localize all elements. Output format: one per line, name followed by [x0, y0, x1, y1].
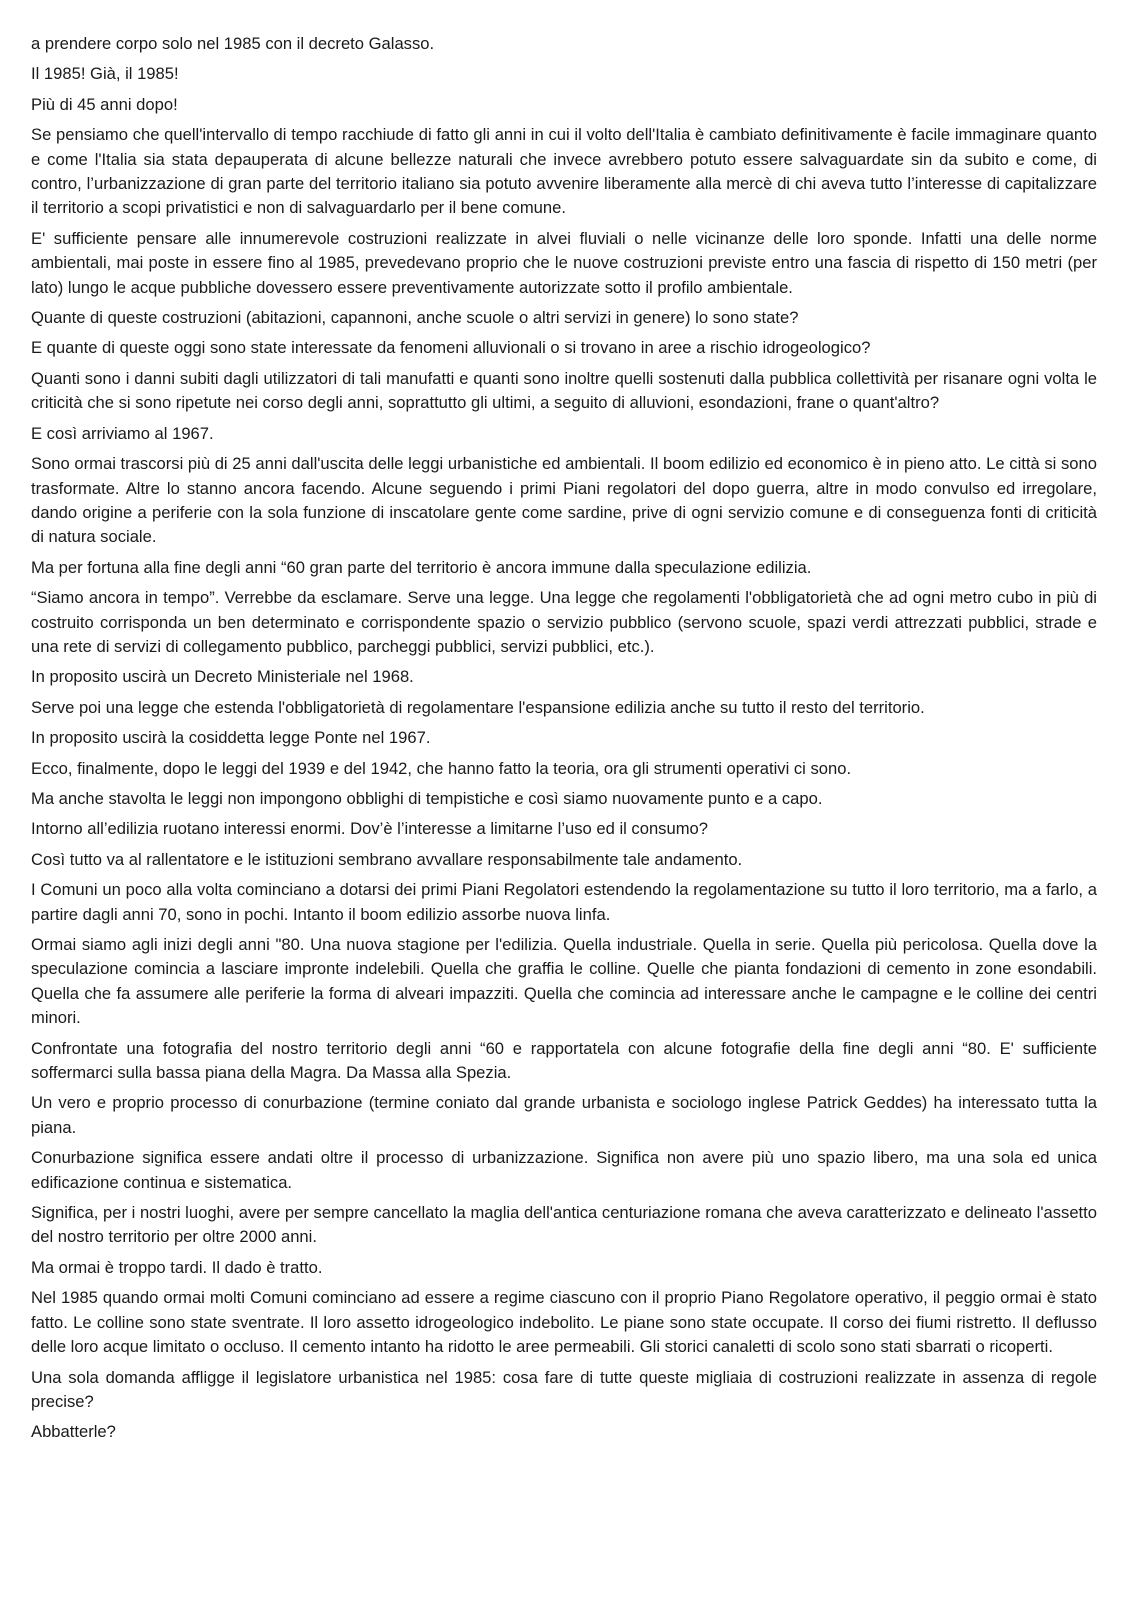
paragraph: In proposito uscirà la cosiddetta legge Ponte nel 1967. [31, 728, 431, 748]
paragraph: I Comuni un poco alla volta cominciano a dotarsi dei primi Piani Regolatori estendendo la regolamentazione su tutto il loro territorio, ma a farlo, a partire dagli anni 70, sono in pochi. Intanto il boom edilizio assorbe nuova linfa. [31, 880, 1097, 924]
paragraph: Quanti sono i danni subiti dagli utilizzatori di tali manufatti e quanti sono inoltre quelli sostenuti dalla pubblica collettività per risanare ogni volta le criticità che si sono ripetute nei corso degli anni, soprattutto gli ultimi, a seguito di alluvioni, esondazioni, frane o quant'altro? [31, 368, 1097, 413]
paragraph: In proposito uscirà un Decreto Ministeriale nel 1968. [31, 667, 414, 687]
paragraph: Quante di queste costruzioni (abitazioni, capannoni, anche scuole o altri servizi in genere) lo sono state? [31, 308, 799, 328]
paragraph: Ma per fortuna alla fine degli anni “60 gran parte del territorio è ancora immune dalla speculazione edilizia. [31, 557, 812, 577]
paragraph: Nel 1985 quando ormai molti Comuni cominciano ad essere a regime ciascuno con il proprio Piano Regolatore operativo, il peggio ormai è stato fatto. Le colline sono state sventrate. Il loro assetto idrogeologico indebolito. Le piane sono state occupate. Il corso dei fiumi ristretto. Il deflusso delle loro acque limitato o occluso. Il cemento intanto ha ridotto le aree permeabili. Gli storici canaletti di scolo sono stati sbarrati o ricoperti. [31, 1288, 1097, 1357]
paragraph: a prendere corpo solo nel 1985 con il decreto Galasso. [31, 34, 435, 53]
paragraph: Ecco, finalmente, dopo le leggi del 1939 e del 1942, che hanno fatto la teoria, ora gli strumenti operativi ci sono. [31, 758, 852, 778]
paragraph: Ma anche stavolta le leggi non impongono obblighi di tempistiche e così siamo nuovamente punto e a capo. [31, 788, 823, 808]
paragraph: Sono ormai trascorsi più di 25 anni dall'uscita delle leggi urbanistiche ed ambientali. Il boom edilizio ed economico è in pieno atto. Le città si sono trasformate. Altre lo stanno ancora facendo. Alcune seguendo i primi Piani regolatori del dopo guerra, altre in modo convulso ed irregolare, dando origine a periferie con la sola funzione di inscatolare gente come sardine, prive di ogni servizio comune e di conseguenza fonti di criticità di natura sociale. [31, 454, 1097, 547]
paragraph: Confrontate una fotografia del nostro territorio degli anni “60 e rapportatela con alcune fotografie della fine degli anni “80. E' sufficiente soffermarci sulla bassa piana della Magra. Da Massa alla Spezia. [31, 1038, 1097, 1083]
paragraph: Più di 45 anni dopo! [31, 94, 178, 114]
paragraph: Abbatterle? [31, 1422, 116, 1442]
paragraph: Significa, per i nostri luoghi, avere per sempre cancellato la maglia dell'antica centuriazione romana che aveva caratterizzato e delineato l'assetto del nostro territorio per oltre 2000 anni. [31, 1203, 1097, 1247]
paragraph: E quante di queste oggi sono state interessate da fenomeni alluvionali o si trovano in aree a rischio idrogeologico? [31, 338, 871, 358]
paragraph: Serve poi una legge che estenda l'obbligatorietà di regolamentare l'espansione edilizia anche su tutto il resto del territorio. [31, 697, 925, 717]
paragraph: E' sufficiente pensare alle innumerevole costruzioni realizzate in alvei fluviali o nelle vicinanze delle loro sponde. Infatti una delle norme ambientali, mai poste in essere fino al 1985, prevedevano proprio che le nuove costruzioni previste entro una fascia di rispetto di 150 metri (per lato) lungo le acque pubbliche dovessero essere preventivamente autorizzate sotto il profilo ambientale. [31, 228, 1097, 297]
document-body [31, 32, 1097, 1451]
paragraph: Una sola domanda affligge il legislatore urbanistica nel 1985: cosa fare di tutte queste migliaia di costruzioni realizzate in assenza di regole precise? [31, 1367, 1097, 1411]
paragraph: Intorno all’edilizia ruotano interessi enormi. Dov’è l’interesse a limitarne l’uso ed il consumo? [31, 819, 708, 839]
paragraph: Se pensiamo che quell'intervallo di tempo racchiude di fatto gli anni in cui il volto dell'Italia è cambiato definitivamente è facile immaginare quanto e come l'Italia sia stata depauperata di alcune bellezze naturali che invece avrebbero potuto essere salvaguardate sin da subito e come, di contro, l’urbanizzazione di gran parte del territorio italiano sia potuto avvenire liberamente alla mercè di chi aveva tutto l’interesse di capitalizzare il territorio a scopi privatistici e non di salvaguardarlo per il bene comune. [31, 125, 1097, 218]
paragraph: Il 1985! Già, il 1985! [31, 64, 179, 84]
paragraph: Così tutto va al rallentatore e le istituzioni sembrano avvallare responsabilmente tale andamento. [31, 849, 743, 869]
paragraph: Conurbazione significa essere andati oltre il processo di urbanizzazione. Significa non avere più uno spazio libero, ma una sola ed unica edificazione continua e sistematica. [31, 1148, 1097, 1192]
paragraph: Ormai siamo agli inizi degli anni "80. Una nuova stagione per l'edilizia. Quella industriale. Quella in serie. Quella più pericolosa. Quella dove la speculazione comincia a lasciare impronte indelebili. Quella che graffia le colline. Quelle che pianta fondazioni di cemento in zone esondabili. Quella che fa assumere alle periferie la forma di alveari impazziti. Quella che comincia ad interessare anche le campagne e le colline dei centri minori. [31, 935, 1097, 1028]
paragraph: Ma ormai è troppo tardi. Il dado è tratto. [31, 1257, 323, 1277]
paragraph: “Siamo ancora in tempo”. Verrebbe da esclamare. Serve una legge. Una legge che regolamenti l'obbligatorietà che ad ogni metro cubo in più di costruito corrisponda un ben determinato e corrispondente spazio o servizio pubblico (servono scuole, spazi verdi attrezzati pubblici, strade e una rete di servizi di collegamento pubblico, parcheggi pubblici, servizi pubblici, etc.). [31, 588, 1097, 656]
paragraph: E così arriviamo al 1967. [31, 423, 214, 443]
paragraph: Un vero e proprio processo di conurbazione (termine coniato dal grande urbanista e sociologo inglese Patrick Geddes) ha interessato tutta la piana. [31, 1093, 1097, 1137]
